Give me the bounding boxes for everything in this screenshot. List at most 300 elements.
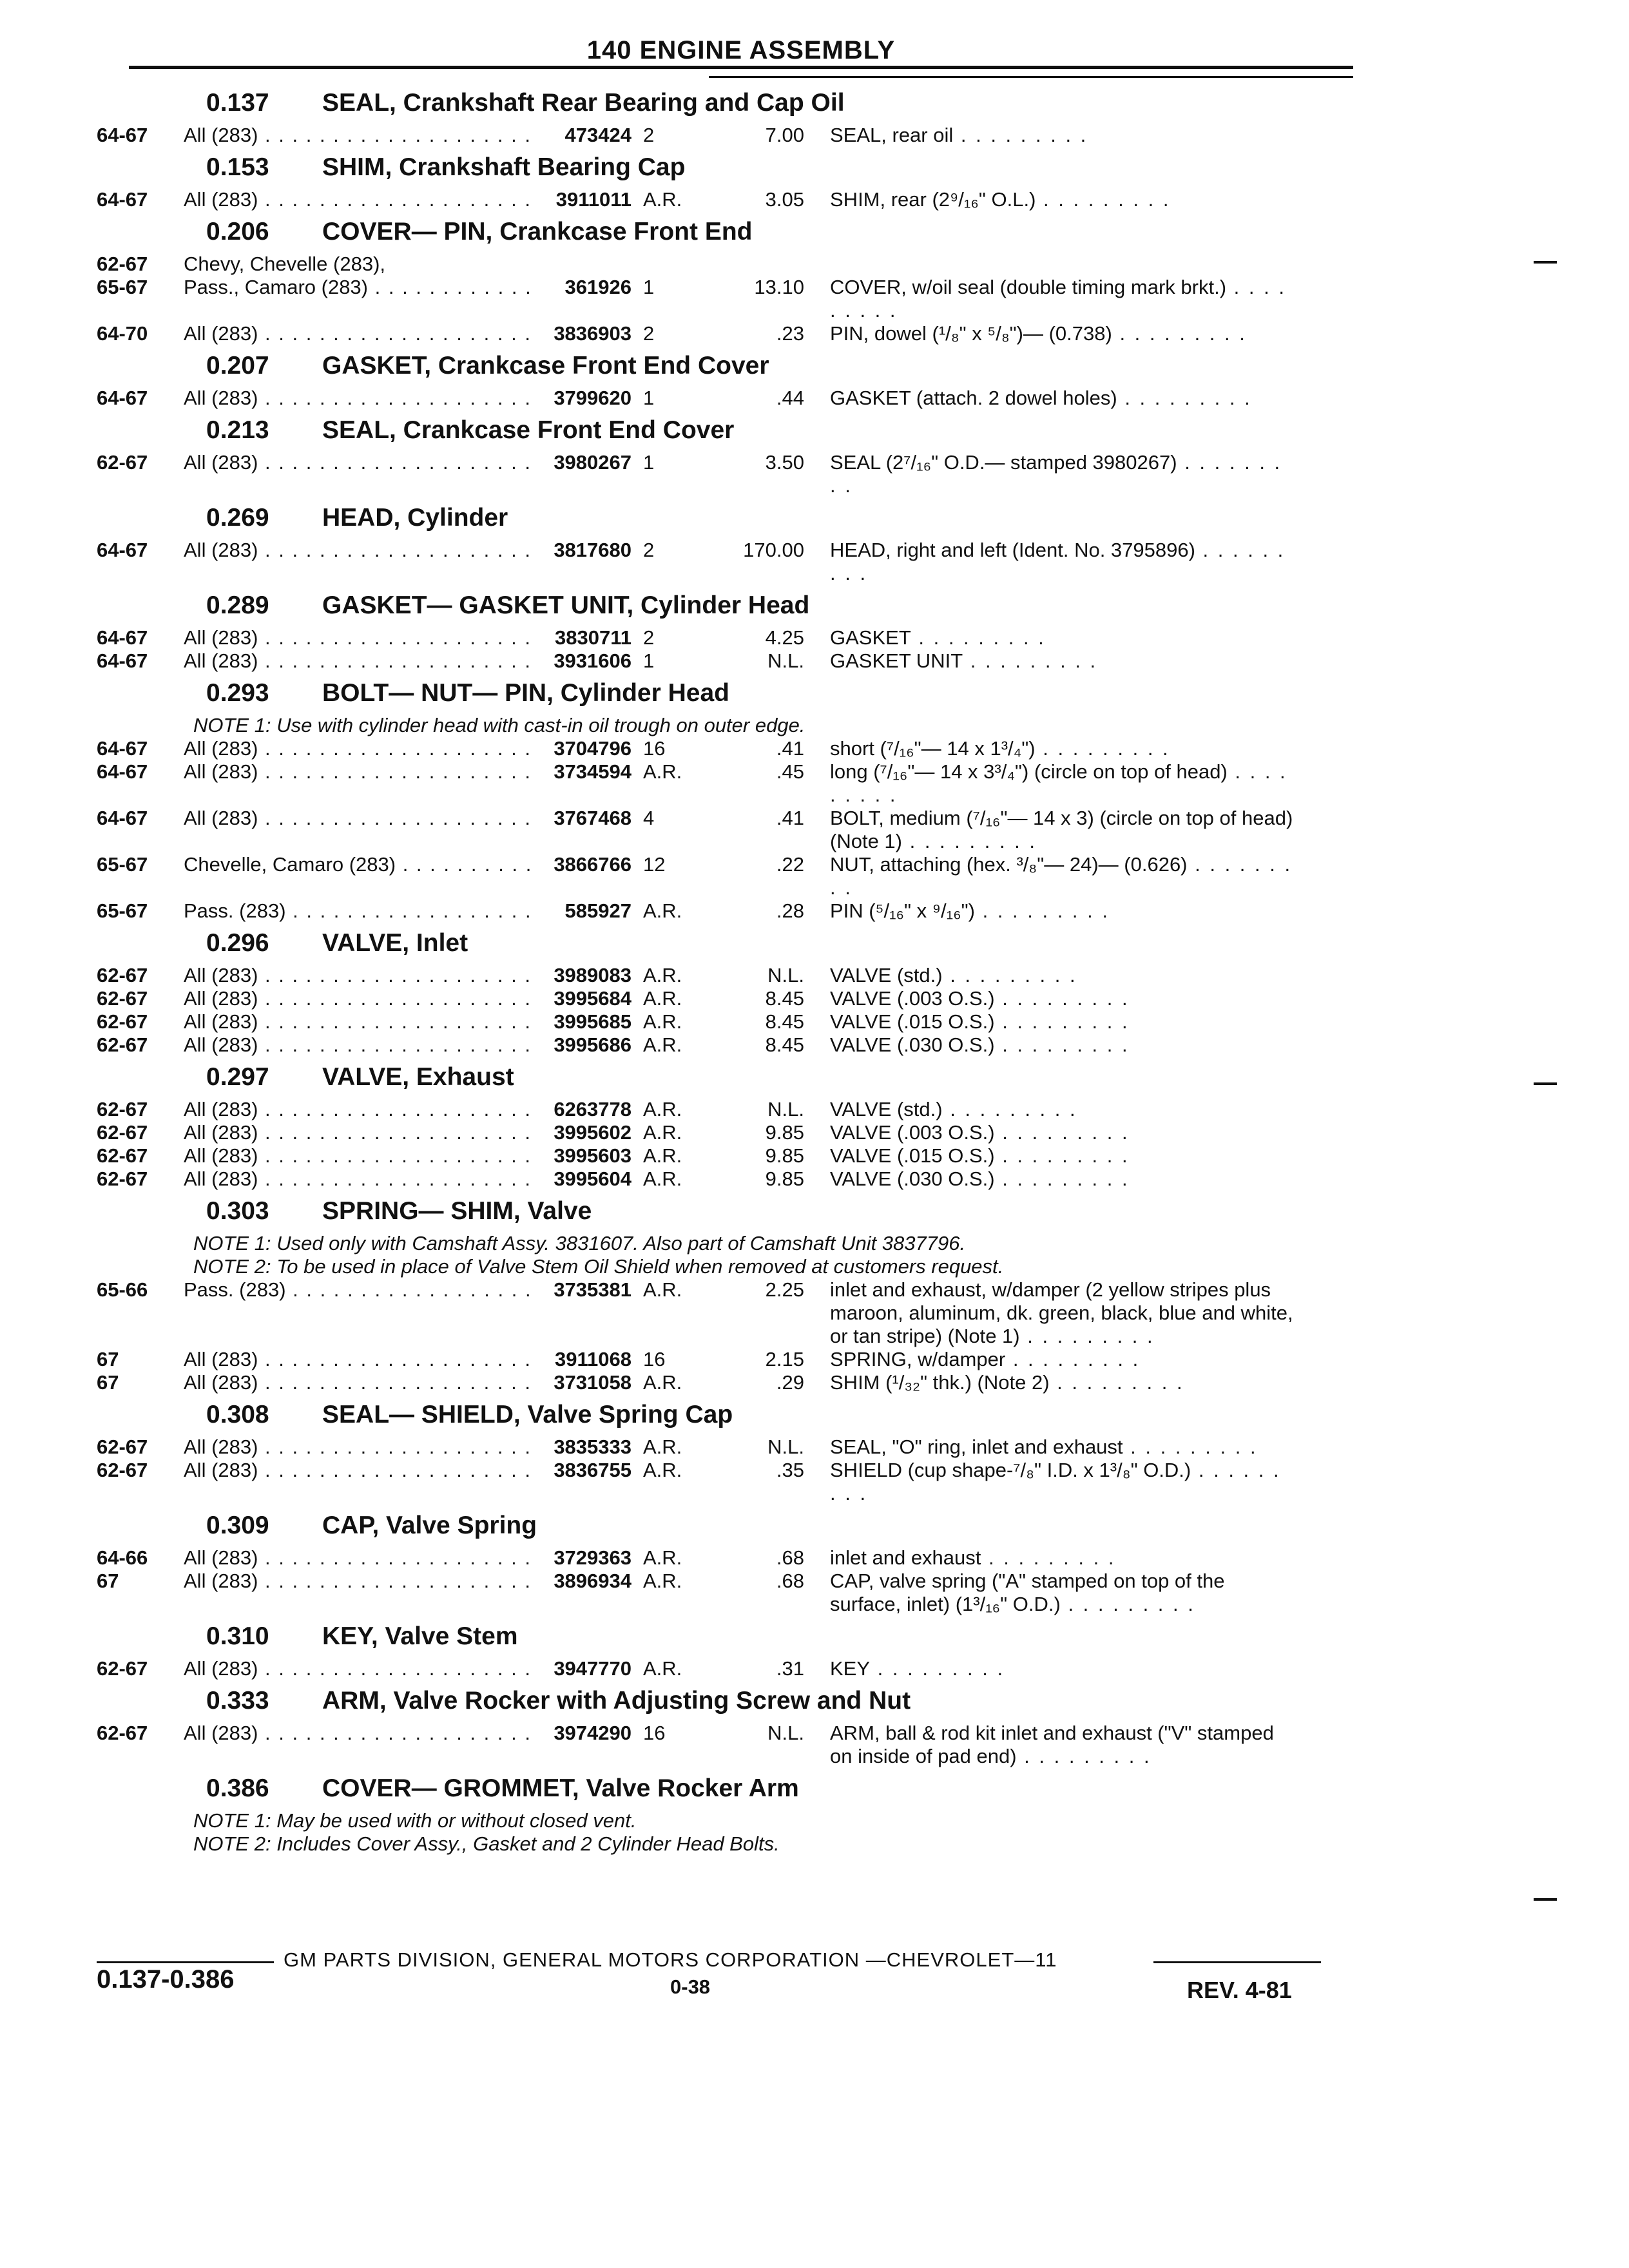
part-row	[97, 1098, 1373, 1121]
section-note: NOTE 1: Use with cylinder head with cast-in oil trough on outer edge.	[193, 714, 805, 736]
price: .29	[776, 1371, 804, 1394]
part-row	[97, 1348, 1373, 1371]
quantity: 16	[643, 1722, 666, 1744]
application: All (283) . . .	[184, 1121, 535, 1144]
parts-section	[97, 1768, 1373, 1856]
part-number: 3836903	[554, 322, 631, 345]
part-number: 473424	[564, 124, 631, 146]
part-number: 3799620	[554, 387, 631, 409]
part-number: 3817680	[554, 539, 631, 561]
part-row	[97, 1657, 1373, 1680]
section-number: 0.310	[206, 1622, 269, 1650]
quantity: 2	[643, 124, 655, 146]
model-years: 64-67	[97, 737, 148, 760]
footer-rule-left	[97, 1961, 274, 1963]
description: BOLT, medium (⁷/₁₆"— 14 x 3) (circle on top of head) (Note 1) . . .	[804, 807, 1294, 853]
part-row	[97, 1278, 1373, 1348]
part-row	[97, 807, 1373, 853]
quantity: A.R.	[643, 1436, 682, 1458]
quantity: A.R.	[643, 987, 682, 1010]
part-number: 3866766	[554, 853, 631, 876]
quantity: 1	[643, 649, 655, 672]
description: CAP, valve spring ("A" stamped on top of the surface, inlet) (1³/₁₆" O.D.) . . .	[804, 1570, 1294, 1616]
model-years: 62-67	[97, 1459, 148, 1481]
description: ARM, ball & rod kit inlet and exhaust ("V" stamped on inside of pad end) . . .	[804, 1722, 1294, 1768]
quantity: A.R.	[643, 1144, 682, 1167]
model-years: 62-67	[97, 1144, 148, 1167]
section-title: HEAD, Cylinder	[322, 504, 508, 532]
model-years: 64-67	[97, 649, 148, 672]
part-number: 585927	[564, 899, 631, 922]
part-number: 3734594	[554, 760, 631, 783]
model-years: 62-67	[97, 1657, 148, 1680]
description: COVER, w/oil seal (double timing mark brkt.) . . .	[804, 276, 1294, 322]
quantity: A.R.	[643, 188, 682, 211]
quantity: A.R.	[643, 1121, 682, 1144]
price: .45	[776, 760, 804, 783]
model-years: 62-67	[97, 1436, 148, 1458]
section-heading	[97, 82, 1373, 124]
section-number: 0.137	[206, 89, 269, 117]
description: VALVE (.030 O.S.) . . .	[804, 1168, 1294, 1191]
part-row	[97, 1010, 1373, 1033]
description: NUT, attaching (hex. ³/₈"— 24)— (0.626) . . .	[804, 853, 1294, 899]
model-years: 62-67	[97, 253, 148, 275]
quantity: 2	[643, 322, 655, 345]
section-title: SEAL, Crankshaft Rear Bearing and Cap Oil	[322, 89, 845, 117]
part-number: 3995686	[554, 1033, 631, 1056]
description: PIN, dowel (¹/₈" x ⁵/₈")— (0.738) . . .	[804, 322, 1294, 345]
application: All (283) . . .	[184, 1722, 535, 1745]
model-years: 67	[97, 1348, 119, 1370]
application: All (283) . . .	[184, 1459, 535, 1482]
part-row	[97, 737, 1373, 760]
application: All (283) . . .	[184, 807, 535, 830]
description: inlet and exhaust, w/damper (2 yellow stripes plus maroon, aluminum, dk. green, black, blue and white, or tan stripe) (Note 1) . . .	[804, 1278, 1294, 1348]
section-title: CAP, Valve Spring	[322, 1512, 537, 1539]
section-heading	[97, 211, 1373, 253]
model-years: 62-67	[97, 1168, 148, 1190]
price: N.L.	[767, 964, 804, 986]
part-number: 3767468	[554, 807, 631, 829]
description: SHIM, rear (2⁹/₁₆" O.L.) . . .	[804, 188, 1294, 211]
section-heading	[97, 673, 1373, 714]
model-years: 62-67	[97, 1722, 148, 1744]
part-number: 3835333	[554, 1436, 631, 1458]
quantity: A.R.	[643, 760, 682, 783]
application: All (283) . . .	[184, 1436, 535, 1459]
revision: REV. 4-81	[1187, 1977, 1292, 2003]
description: GASKET UNIT . . .	[804, 649, 1294, 673]
quantity: 4	[643, 807, 655, 829]
price: N.L.	[767, 1098, 804, 1120]
part-row	[97, 1144, 1373, 1168]
application: All (283) . . .	[184, 1570, 535, 1593]
section-note: NOTE 2: To be used in place of Valve Stem Oil Shield when removed at customers request.	[193, 1255, 1004, 1278]
part-row	[97, 760, 1373, 807]
section-number: 0.296	[206, 929, 269, 957]
application: All (283) . . .	[184, 1098, 535, 1121]
part-number: 3731058	[554, 1371, 631, 1394]
part-number: 3989083	[554, 964, 631, 986]
price: 13.10	[754, 276, 804, 298]
section-title: VALVE, Inlet	[322, 929, 468, 957]
price: .68	[776, 1546, 804, 1569]
section-heading	[97, 585, 1373, 626]
section-title: SEAL, Crankcase Front End Cover	[322, 416, 735, 444]
model-years: 64-67	[97, 626, 148, 649]
part-row	[97, 539, 1373, 585]
price: 3.50	[765, 451, 804, 474]
part-number: 3931606	[554, 649, 631, 672]
price: 9.85	[765, 1168, 804, 1190]
section-heading	[97, 1394, 1373, 1436]
model-years: 62-67	[97, 451, 148, 474]
model-years: 64-67	[97, 387, 148, 409]
model-years: 67	[97, 1570, 119, 1592]
price: 170.00	[743, 539, 804, 561]
description: VALVE (.003 O.S.) . . .	[804, 987, 1294, 1010]
application: All (283) . . .	[184, 188, 535, 211]
price: .41	[776, 807, 804, 829]
description: VALVE (.015 O.S.) . . .	[804, 1144, 1294, 1168]
part-row	[97, 964, 1373, 987]
footer-rule-right	[1153, 1961, 1321, 1963]
quantity: 12	[643, 853, 666, 876]
part-number: 3911068	[555, 1348, 631, 1370]
quantity: A.R.	[643, 1010, 682, 1033]
section-title: KEY, Valve Stem	[322, 1622, 518, 1650]
part-row	[97, 853, 1373, 899]
model-years: 64-66	[97, 1546, 148, 1569]
section-heading	[97, 1616, 1373, 1657]
application: All (283) . . .	[184, 124, 535, 147]
price: N.L.	[767, 1722, 804, 1744]
application: Pass., Camaro (283) . . .	[184, 276, 535, 299]
parts-section	[97, 82, 1373, 147]
application: All (283) . . .	[184, 1168, 535, 1191]
application: All (283) . . .	[184, 451, 535, 474]
title-rule	[129, 66, 1353, 69]
application: Chevelle, Camaro (283) . . .	[184, 853, 535, 876]
part-row	[97, 1459, 1373, 1505]
section-note: NOTE 2: Includes Cover Assy., Gasket and 2 Cylinder Head Bolts.	[193, 1832, 780, 1855]
price: 4.25	[765, 626, 804, 649]
application: All (283) . . .	[184, 1371, 535, 1394]
model-years: 62-67	[97, 1033, 148, 1056]
quantity: A.R.	[643, 899, 682, 922]
application: Pass. (283) . . .	[184, 899, 535, 923]
price: .28	[776, 899, 804, 922]
price: 2.25	[765, 1278, 804, 1301]
part-row	[97, 1570, 1373, 1616]
section-number: 0.309	[206, 1512, 269, 1539]
quantity: A.R.	[643, 1657, 682, 1680]
application: All (283) . . .	[184, 1033, 535, 1057]
description: KEY . . .	[804, 1657, 1294, 1680]
application: Pass. (283) . . .	[184, 1278, 535, 1302]
description: inlet and exhaust . . .	[804, 1546, 1294, 1570]
part-row	[97, 124, 1373, 147]
parts-section	[97, 211, 1373, 345]
section-range: 0.137-0.386	[97, 1965, 235, 1994]
application: All (283) . . .	[184, 1348, 535, 1371]
application: All (283) . . .	[184, 387, 535, 410]
model-years: 62-67	[97, 987, 148, 1010]
part-row	[97, 1436, 1373, 1459]
parts-section	[97, 585, 1373, 673]
quantity: 2	[643, 539, 655, 561]
model-years: 62-67	[97, 1010, 148, 1033]
part-number: 3830711	[555, 626, 631, 649]
section-heading	[97, 147, 1373, 188]
quantity: 16	[643, 737, 666, 760]
section-number: 0.293	[206, 679, 269, 707]
model-years: 65-66	[97, 1278, 148, 1301]
quantity: A.R.	[643, 964, 682, 986]
section-number: 0.297	[206, 1063, 269, 1091]
model-years: 64-67	[97, 807, 148, 829]
quantity: A.R.	[643, 1371, 682, 1394]
part-number: 3980267	[554, 451, 631, 474]
part-number: 3896934	[554, 1570, 631, 1592]
part-row	[97, 253, 1373, 276]
part-number: 3729363	[554, 1546, 631, 1569]
description: SEAL, rear oil . . .	[804, 124, 1294, 147]
part-row	[97, 1033, 1373, 1057]
part-row	[97, 387, 1373, 410]
price: 3.05	[765, 188, 804, 211]
model-years: 65-67	[97, 899, 148, 922]
part-number: 3995602	[554, 1121, 631, 1144]
parts-section	[97, 923, 1373, 1057]
publisher-line: GM PARTS DIVISION, GENERAL MOTORS CORPORATION —CHEVROLET—11	[284, 1948, 1057, 1971]
section-number: 0.386	[206, 1774, 269, 1802]
margin-mark	[1534, 1898, 1557, 1901]
part-number: 3836755	[554, 1459, 631, 1481]
price: .31	[776, 1657, 804, 1680]
price: N.L.	[767, 649, 804, 672]
parts-section	[97, 410, 1373, 497]
quantity: 16	[643, 1348, 666, 1370]
parts-section	[97, 1505, 1373, 1616]
description: HEAD, right and left (Ident. No. 3795896) . . .	[804, 539, 1294, 585]
section-title: COVER— PIN, Crankcase Front End	[322, 218, 753, 245]
price: 9.85	[765, 1121, 804, 1144]
part-row	[97, 1371, 1373, 1394]
description: SHIELD (cup shape-⁷/₈" I.D. x 1³/₈" O.D.) . . .	[804, 1459, 1294, 1505]
section-title: SEAL— SHIELD, Valve Spring Cap	[322, 1401, 733, 1428]
model-years: 64-67	[97, 124, 148, 146]
section-number: 0.153	[206, 153, 269, 181]
price: 9.85	[765, 1144, 804, 1167]
page-number: 0-38	[670, 1975, 711, 1998]
part-number: 6263778	[554, 1098, 631, 1120]
section-title: VALVE, Exhaust	[322, 1063, 514, 1091]
part-number: 3704796	[554, 737, 631, 760]
part-row	[97, 1722, 1373, 1768]
parts-section	[97, 673, 1373, 923]
quantity: 1	[643, 451, 655, 474]
quantity: 1	[643, 387, 655, 409]
section-title: GASKET— GASKET UNIT, Cylinder Head	[322, 591, 810, 619]
section-note: NOTE 1: May be used with or without closed vent.	[193, 1809, 637, 1832]
application: All (283) . . .	[184, 737, 535, 760]
parts-section	[97, 1394, 1373, 1505]
description: SEAL (2⁷/₁₆" O.D.— stamped 3980267) . . .	[804, 451, 1294, 497]
parts-section	[97, 147, 1373, 211]
price: 8.45	[765, 987, 804, 1010]
section-number: 0.206	[206, 218, 269, 245]
description: VALVE (.015 O.S.) . . .	[804, 1010, 1294, 1033]
model-years: 64-70	[97, 322, 148, 345]
parts-list	[97, 82, 1373, 1856]
section-heading	[97, 1191, 1373, 1232]
description: SHIM (¹/₃₂" thk.) (Note 2) . . .	[804, 1371, 1294, 1394]
section-title: GASKET, Crankcase Front End Cover	[322, 352, 769, 380]
description: SPRING, w/damper . . .	[804, 1348, 1294, 1371]
quantity: 1	[643, 276, 655, 298]
part-row	[97, 626, 1373, 649]
description: long (⁷/₁₆"— 14 x 3³/₄") (circle on top of head) . . .	[804, 760, 1294, 807]
price: .68	[776, 1570, 804, 1592]
part-row	[97, 1546, 1373, 1570]
section-heading	[97, 1680, 1373, 1722]
part-number: 3735381	[554, 1278, 631, 1301]
parts-section	[97, 1191, 1373, 1394]
part-row	[97, 987, 1373, 1010]
part-number: 3995604	[554, 1168, 631, 1190]
section-number: 0.269	[206, 504, 269, 532]
part-row	[97, 649, 1373, 673]
application: All (283) . . .	[184, 1546, 535, 1570]
part-row	[97, 276, 1373, 322]
application: All (283) . . .	[184, 1657, 535, 1680]
section-number: 0.303	[206, 1197, 269, 1225]
quantity: A.R.	[643, 1168, 682, 1190]
description: VALVE (std.) . . .	[804, 964, 1294, 987]
part-number: 3995684	[554, 987, 631, 1010]
model-years: 64-67	[97, 539, 148, 561]
application: All (283) . . .	[184, 987, 535, 1010]
model-years: 62-67	[97, 1121, 148, 1144]
description: VALVE (.030 O.S.) . . .	[804, 1033, 1294, 1057]
price: 2.15	[765, 1348, 804, 1370]
quantity: A.R.	[643, 1278, 682, 1301]
margin-mark	[1534, 1082, 1557, 1085]
price: 8.45	[765, 1010, 804, 1033]
application: Chevy, Chevelle (283),	[184, 253, 386, 275]
part-number: 3947770	[554, 1657, 631, 1680]
application: All (283) . . .	[184, 322, 535, 345]
parts-section	[97, 1057, 1373, 1191]
price: .44	[776, 387, 804, 409]
price: .35	[776, 1459, 804, 1481]
description: PIN (⁵/₁₆" x ⁹/₁₆") . . .	[804, 899, 1294, 923]
part-number: 3974290	[554, 1722, 631, 1744]
page-title: 140 ENGINE ASSEMBLY	[586, 36, 896, 64]
description: SEAL, "O" ring, inlet and exhaust . . .	[804, 1436, 1294, 1459]
model-years: 64-67	[97, 188, 148, 211]
section-number: 0.289	[206, 591, 269, 619]
model-years: 64-67	[97, 760, 148, 783]
section-heading	[97, 497, 1373, 539]
quantity: A.R.	[643, 1546, 682, 1569]
application: All (283) . . .	[184, 626, 535, 649]
application: All (283) . . .	[184, 1010, 535, 1033]
section-title: ARM, Valve Rocker with Adjusting Screw and Nut	[322, 1687, 911, 1715]
section-title: COVER— GROMMET, Valve Rocker Arm	[322, 1774, 799, 1802]
part-number: 3995603	[554, 1144, 631, 1167]
application: All (283) . . .	[184, 760, 535, 783]
section-note: NOTE 1: Used only with Camshaft Assy. 3831607. Also part of Camshaft Unit 3837796.	[193, 1232, 966, 1254]
section-heading	[97, 345, 1373, 387]
part-number: 3995685	[554, 1010, 631, 1033]
quantity: 2	[643, 626, 655, 649]
section-heading	[97, 923, 1373, 964]
part-number: 3911011	[555, 188, 631, 211]
title-rule-secondary	[709, 76, 1353, 78]
quantity: A.R.	[643, 1033, 682, 1056]
quantity: A.R.	[643, 1570, 682, 1592]
section-title: BOLT— NUT— PIN, Cylinder Head	[322, 679, 729, 707]
part-row	[97, 322, 1373, 345]
price: 7.00	[765, 124, 804, 146]
application: All (283) . . .	[184, 964, 535, 987]
section-number: 0.207	[206, 352, 269, 380]
part-row	[97, 1121, 1373, 1144]
description: GASKET (attach. 2 dowel holes) . . .	[804, 387, 1294, 410]
description: VALVE (std.) . . .	[804, 1098, 1294, 1121]
model-years: 65-67	[97, 853, 148, 876]
model-years: 62-67	[97, 1098, 148, 1120]
model-years: 62-67	[97, 964, 148, 986]
description: short (⁷/₁₆"— 14 x 1³/₄") . . .	[804, 737, 1294, 760]
quantity: A.R.	[643, 1098, 682, 1120]
price: .22	[776, 853, 804, 876]
part-number: 361926	[564, 276, 631, 298]
application: All (283) . . .	[184, 1144, 535, 1168]
section-number: 0.213	[206, 416, 269, 444]
description: GASKET . . .	[804, 626, 1294, 649]
price: .41	[776, 737, 804, 760]
application: All (283) . . .	[184, 539, 535, 562]
section-title: SHIM, Crankshaft Bearing Cap	[322, 153, 686, 181]
parts-section	[97, 497, 1373, 585]
price: .23	[776, 322, 804, 345]
parts-section	[97, 1616, 1373, 1680]
price: N.L.	[767, 1436, 804, 1458]
description: VALVE (.003 O.S.) . . .	[804, 1121, 1294, 1144]
part-row	[97, 451, 1373, 497]
section-heading	[97, 1057, 1373, 1098]
model-years: 67	[97, 1371, 119, 1394]
part-row	[97, 899, 1373, 923]
section-heading	[97, 1505, 1373, 1546]
section-heading	[97, 1768, 1373, 1809]
section-number: 0.333	[206, 1687, 269, 1715]
model-years: 65-67	[97, 276, 148, 298]
part-row	[97, 188, 1373, 211]
section-title: SPRING— SHIM, Valve	[322, 1197, 592, 1225]
price: 8.45	[765, 1033, 804, 1056]
part-row	[97, 1168, 1373, 1191]
application: All (283) . . .	[184, 649, 535, 673]
section-number: 0.308	[206, 1401, 269, 1428]
parts-section	[97, 1680, 1373, 1768]
section-heading	[97, 410, 1373, 451]
quantity: A.R.	[643, 1459, 682, 1481]
